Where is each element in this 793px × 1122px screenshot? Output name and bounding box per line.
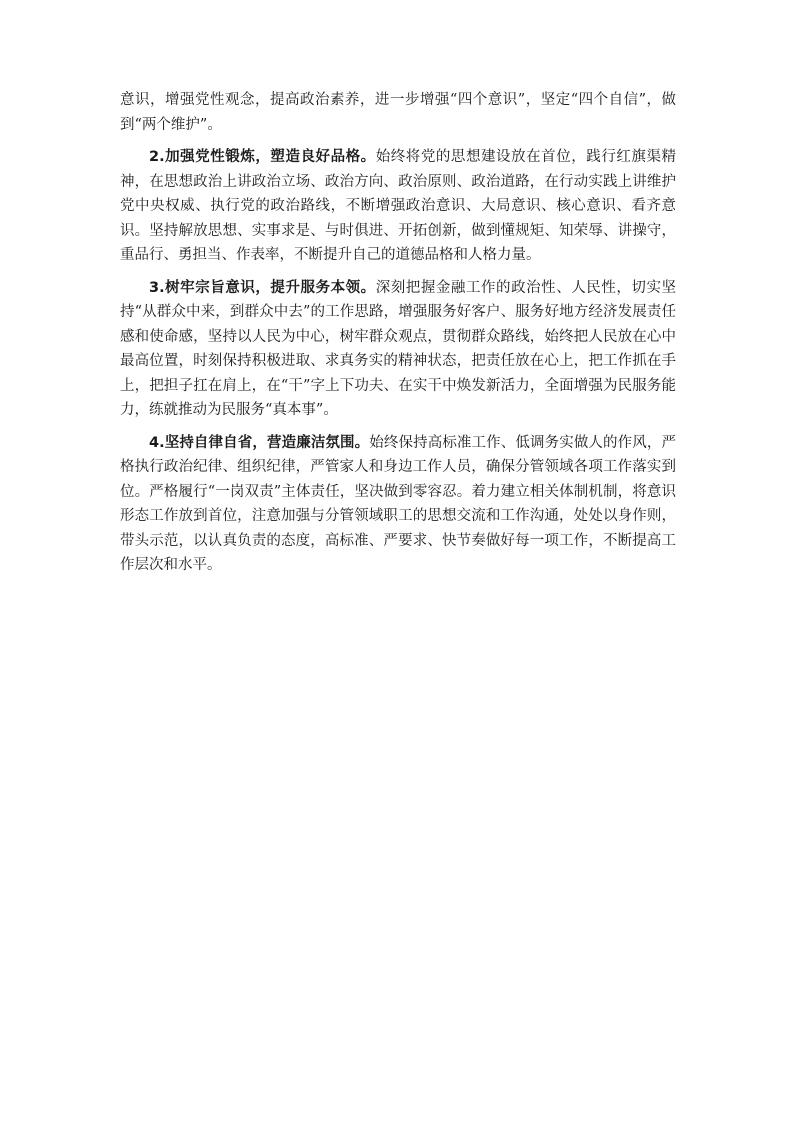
- paragraph-heading: 4.坚持自律自省，营造廉洁氛围。: [149, 434, 370, 451]
- paragraph-text: 意识，增强党性观念，提高政治素养，进一步增强“四个意识”，坚定“四个自信”，做到“两个维护”。: [120, 92, 676, 133]
- document-page: [120, 88, 676, 586]
- paragraph-text: 始终保持高标准工作、低调务实做人的作风，严格执行政治纪律、组织纪律，严管家人和身边工作人员，确保分管领域各项工作落实到位。严格履行“一岗双责”主体责任，坚决做到零容忍。着力建立相关体制机制，将意识形态工作放到首位，注意加强与分管领域职工的思想交流和工作沟通，处处以身作则，带头示范，以认真负责的态度，高标准、严要求、快节奏做好每一项工作，不断提高工作层次和水平。: [120, 434, 676, 573]
- paragraph-text: 始终将党的思想建设放在首位，践行红旗渠精神，在思想政治上讲政治立场、政治方向、政治原则、政治道路，在行动实践上讲维护党中央权威、执行党的政治路线，不断增强政治意识、大局意识、核心意识、看齐意识。坚持解放思想、实事求是、与时俱进、开拓创新，做到懂规矩、知荣辱、讲操守，重品行、勇担当、作表率，不断提升自己的道德品格和人格力量。: [120, 149, 676, 263]
- paragraph-item-4: [120, 431, 676, 578]
- paragraph-item-2: [120, 145, 676, 268]
- paragraph-heading: 2.加强党性锻炼，塑造良好品格。: [149, 149, 376, 165]
- paragraph-continuation: [120, 88, 676, 137]
- paragraph-item-3: [120, 276, 676, 423]
- paragraph-heading: 3.树牢宗旨意识，提升服务本领。: [149, 279, 376, 296]
- paragraph-text: 深刻把握金融工作的政治性、人民性，切实坚持“从群众中来，到群众中去”的工作思路，增强服务好客户、服务好地方经济发展责任感和使命感，坚持以人民为中心，树牢群众观点，贯彻群众路线，始终把人民放在心中最高位置，时刻保持积极进取、求真务实的精神状态，把责任放在心上，把工作抓在手上，把担子扛在肩上，在“干”字上下功夫、在实干中焕发新活力，全面增强为民服务能力，练就推动为民服务“真本事”。: [120, 279, 676, 418]
